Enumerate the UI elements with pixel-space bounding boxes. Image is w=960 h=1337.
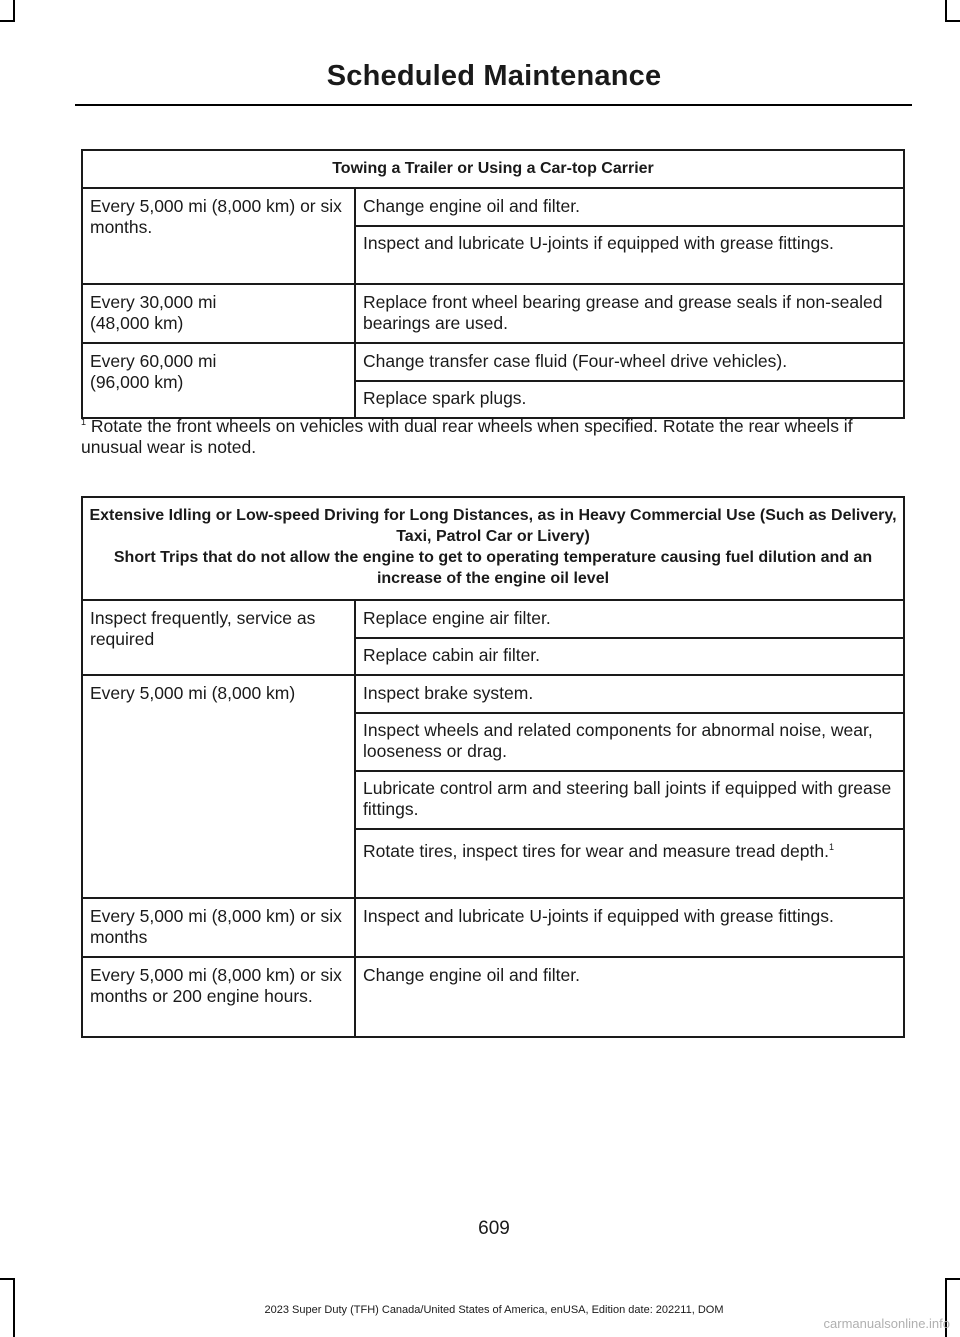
- crop-mark: [945, 20, 960, 22]
- interval-cell: Every 5,000 mi (8,000 km) or six months: [82, 898, 355, 957]
- table-title-line: Short Trips that do not allow the engine to get to operating temperature causing fuel dilution and an increase of the engine oil level: [113, 549, 873, 587]
- footnote-text: Rotate the front wheels on vehicles with dual rear wheels when specified. Rotate the rear wheels if unusual wear is noted.: [81, 416, 853, 457]
- task-cell: Replace engine air filter.: [355, 600, 904, 638]
- table-row: [82, 188, 904, 226]
- extensive-idling-maintenance-table: [81, 496, 905, 1038]
- footnote-reference: 1: [828, 842, 834, 852]
- table-row: [82, 284, 904, 343]
- task-cell: Change transfer case fluid (Four-wheel drive vehicles).: [355, 343, 904, 381]
- header-divider: [75, 104, 912, 106]
- task-text: Rotate tires, inspect tires for wear and measure tread depth.: [363, 841, 829, 861]
- interval-cell: Every 5,000 mi (8,000 km) or six months or 200 engine hours.: [82, 957, 355, 1037]
- task-cell: Replace front wheel bearing grease and grease seals if non-sealed bearings are used.: [355, 284, 904, 343]
- task-cell: Change engine oil and filter.: [355, 188, 904, 226]
- table-row: [82, 600, 904, 638]
- crop-mark: [945, 0, 947, 22]
- task-cell: Inspect and lubricate U-joints if equipped with grease fittings.: [355, 898, 904, 957]
- task-cell: Lubricate control arm and steering ball joints if equipped with grease fittings.: [355, 771, 904, 829]
- footnote: [81, 416, 905, 458]
- task-cell: Replace spark plugs.: [355, 381, 904, 418]
- page-title: Scheduled Maintenance: [326, 60, 662, 92]
- table-title: Towing a Trailer or Using a Car-top Carrier: [82, 150, 904, 188]
- interval-cell: Every 5,000 mi (8,000 km) or six months.: [82, 188, 355, 284]
- table-row: [82, 675, 904, 713]
- table-header-row: [82, 497, 904, 600]
- task-cell: Inspect wheels and related components for abnormal noise, wear, looseness or drag.: [355, 713, 904, 771]
- interval-cell: Inspect frequently, service as required: [82, 600, 355, 675]
- table-row: [82, 898, 904, 957]
- task-cell: [355, 829, 904, 898]
- footer-edition: 2023 Super Duty (TFH) Canada/United States of America, enUSA, Edition date: 202211, DOM: [264, 1304, 724, 1316]
- table-title: [82, 497, 904, 600]
- crop-mark: [945, 1278, 960, 1280]
- task-cell: Change engine oil and filter.: [355, 957, 904, 1037]
- interval-cell: Every 60,000 mi (96,000 km): [82, 343, 355, 418]
- watermark[interactable]: carmanualsonline.info: [823, 1316, 950, 1331]
- task-cell: Inspect and lubricate U-joints if equipped with grease fittings.: [355, 226, 904, 284]
- table-title-line: Extensive Idling or Low-speed Driving for Long Distances, as in Heavy Commercial Use (Such as Delivery, Taxi, Patrol Car or Livery): [89, 507, 897, 545]
- task-cell: Inspect brake system.: [355, 675, 904, 713]
- towing-maintenance-table: [81, 149, 905, 419]
- crop-mark: [13, 0, 15, 22]
- footnote-marker: 1: [81, 417, 87, 427]
- interval-cell: Every 5,000 mi (8,000 km): [82, 675, 355, 898]
- table-row: [82, 343, 904, 381]
- interval-cell: Every 30,000 mi (48,000 km): [82, 284, 355, 343]
- table-header-row: [82, 150, 904, 188]
- crop-mark: [0, 20, 15, 22]
- task-cell: Replace cabin air filter.: [355, 638, 904, 675]
- table-row: [82, 957, 904, 1037]
- page-number: 609: [478, 1218, 510, 1239]
